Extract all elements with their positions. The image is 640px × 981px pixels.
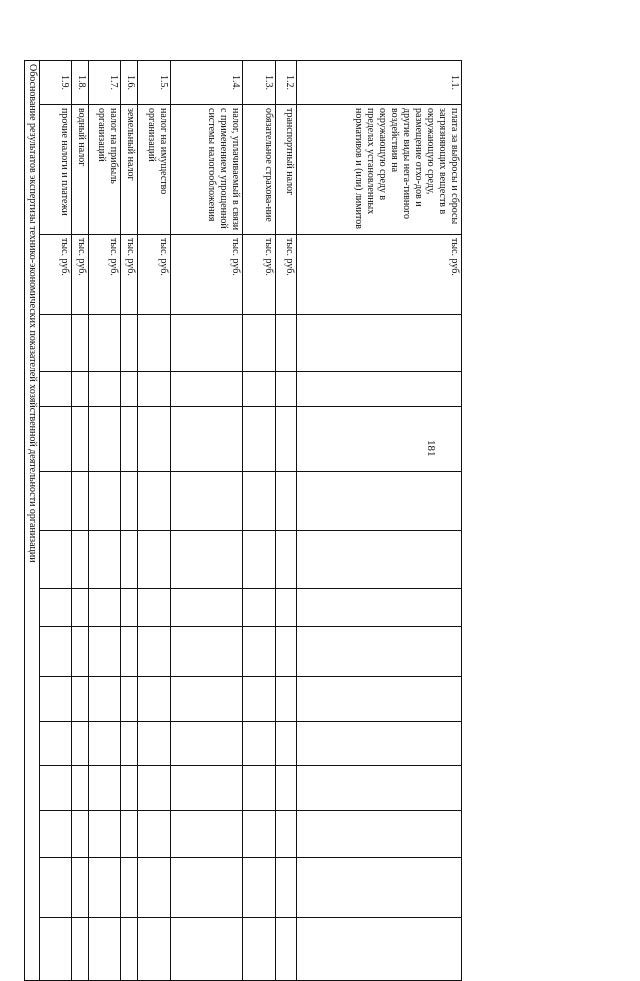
empty-value-cell: [40, 407, 72, 472]
empty-value-cell: [72, 627, 89, 677]
row-unit: тыс. руб.: [121, 235, 138, 315]
empty-value-cell: [297, 722, 462, 766]
row-number: 1.6.: [121, 61, 138, 105]
row-unit: тыс. руб.: [40, 235, 72, 315]
empty-value-cell: [89, 918, 121, 981]
empty-value-cell: [121, 407, 138, 472]
row-name: земельный налог: [121, 105, 138, 235]
empty-value-cell: [72, 722, 89, 766]
empty-value-cell: [171, 531, 243, 589]
empty-value-cell: [276, 722, 297, 766]
empty-value-cell: [72, 472, 89, 531]
empty-value-cell: [121, 918, 138, 981]
empty-value-cell: [243, 766, 276, 811]
empty-value-cell: [276, 766, 297, 811]
empty-value-cell: [72, 858, 89, 918]
empty-value-cell: [138, 627, 171, 677]
empty-value-cell: [243, 722, 276, 766]
empty-value-cell: [138, 811, 171, 858]
empty-value-cell: [297, 472, 462, 531]
empty-value-cell: [243, 677, 276, 722]
empty-value-cell: [121, 472, 138, 531]
empty-value-cell: [276, 677, 297, 722]
table-row: [297, 61, 462, 981]
empty-value-cell: [40, 722, 72, 766]
row-name: обязательное страхова-ние: [243, 105, 276, 235]
empty-value-cell: [40, 811, 72, 858]
empty-value-cell: [72, 531, 89, 589]
empty-value-cell: [138, 472, 171, 531]
empty-value-cell: [121, 722, 138, 766]
table-footer-text: Обоснование результатов экспертизы технико-экономических показателей хозяйственной деятельности организации: [25, 61, 40, 981]
empty-value-cell: [40, 372, 72, 407]
empty-value-cell: [89, 722, 121, 766]
tax-payments-table: [24, 60, 462, 981]
empty-value-cell: [138, 372, 171, 407]
empty-value-cell: [276, 472, 297, 531]
empty-value-cell: [40, 627, 72, 677]
empty-value-cell: [171, 372, 243, 407]
row-name: транспортный налог: [276, 105, 297, 235]
empty-value-cell: [40, 531, 72, 589]
empty-value-cell: [89, 531, 121, 589]
empty-value-cell: [276, 407, 297, 472]
empty-value-cell: [276, 589, 297, 627]
empty-value-cell: [40, 472, 72, 531]
row-name: налог, уплачиваемый в связи с применением упрощенной системы налогообложения: [171, 105, 243, 235]
empty-value-cell: [121, 677, 138, 722]
empty-value-cell: [297, 677, 462, 722]
empty-value-cell: [171, 589, 243, 627]
empty-value-cell: [89, 811, 121, 858]
empty-value-cell: [276, 627, 297, 677]
row-unit: тыс. руб.: [297, 235, 462, 315]
empty-value-cell: [72, 372, 89, 407]
empty-value-cell: [171, 315, 243, 372]
empty-value-cell: [171, 918, 243, 981]
empty-value-cell: [89, 407, 121, 472]
empty-value-cell: [40, 858, 72, 918]
empty-value-cell: [138, 918, 171, 981]
empty-value-cell: [40, 918, 72, 981]
table-row: [72, 61, 89, 981]
empty-value-cell: [72, 918, 89, 981]
row-number: 1.1.: [297, 61, 462, 105]
empty-value-cell: [72, 811, 89, 858]
row-unit: тыс. руб.: [171, 235, 243, 315]
empty-value-cell: [243, 627, 276, 677]
table-footer-row: [25, 61, 40, 981]
empty-value-cell: [297, 531, 462, 589]
empty-value-cell: [89, 858, 121, 918]
empty-value-cell: [89, 315, 121, 372]
row-name: налог на имущество организаций: [138, 105, 171, 235]
row-unit: тыс. руб.: [243, 235, 276, 315]
empty-value-cell: [40, 589, 72, 627]
empty-value-cell: [171, 472, 243, 531]
empty-value-cell: [121, 627, 138, 677]
empty-value-cell: [276, 531, 297, 589]
row-number: 1.2.: [276, 61, 297, 105]
empty-value-cell: [121, 858, 138, 918]
empty-value-cell: [138, 722, 171, 766]
empty-value-cell: [138, 766, 171, 811]
empty-value-cell: [297, 589, 462, 627]
empty-value-cell: [276, 372, 297, 407]
row-number: 1.7.: [89, 61, 121, 105]
empty-value-cell: [243, 315, 276, 372]
row-unit: тыс. руб.: [138, 235, 171, 315]
empty-value-cell: [297, 811, 462, 858]
empty-value-cell: [276, 858, 297, 918]
empty-value-cell: [138, 858, 171, 918]
empty-value-cell: [171, 627, 243, 677]
empty-value-cell: [297, 627, 462, 677]
empty-value-cell: [297, 766, 462, 811]
empty-value-cell: [40, 766, 72, 811]
row-number: 1.4.: [171, 61, 243, 105]
empty-value-cell: [297, 858, 462, 918]
row-name: водный налог: [72, 105, 89, 235]
empty-value-cell: [171, 766, 243, 811]
empty-value-cell: [276, 315, 297, 372]
empty-value-cell: [121, 589, 138, 627]
empty-value-cell: [297, 372, 462, 407]
table-row: [40, 61, 72, 981]
empty-value-cell: [138, 531, 171, 589]
row-number: 1.9.: [40, 61, 72, 105]
table-row: [121, 61, 138, 981]
empty-value-cell: [297, 918, 462, 981]
empty-value-cell: [171, 858, 243, 918]
table-row: [171, 61, 243, 981]
empty-value-cell: [40, 677, 72, 722]
empty-value-cell: [121, 372, 138, 407]
empty-value-cell: [89, 372, 121, 407]
table-row: [276, 61, 297, 981]
empty-value-cell: [171, 407, 243, 472]
empty-value-cell: [121, 766, 138, 811]
empty-value-cell: [171, 722, 243, 766]
row-name: прочие налоги и платежи: [40, 105, 72, 235]
empty-value-cell: [138, 589, 171, 627]
empty-value-cell: [243, 531, 276, 589]
empty-value-cell: [89, 766, 121, 811]
row-number: 1.8.: [72, 61, 89, 105]
table-row: [89, 61, 121, 981]
row-unit: тыс. руб.: [276, 235, 297, 315]
empty-value-cell: [171, 677, 243, 722]
empty-value-cell: [72, 677, 89, 722]
empty-value-cell: [297, 315, 462, 372]
empty-value-cell: [72, 407, 89, 472]
empty-value-cell: [276, 811, 297, 858]
page-number: 181: [425, 440, 437, 457]
row-number: 1.5.: [138, 61, 171, 105]
empty-value-cell: [40, 315, 72, 372]
empty-value-cell: [72, 315, 89, 372]
table-row: [138, 61, 171, 981]
empty-value-cell: [138, 677, 171, 722]
empty-value-cell: [72, 589, 89, 627]
empty-value-cell: [121, 531, 138, 589]
empty-value-cell: [121, 811, 138, 858]
empty-value-cell: [171, 811, 243, 858]
empty-value-cell: [243, 918, 276, 981]
empty-value-cell: [243, 589, 276, 627]
empty-value-cell: [243, 407, 276, 472]
empty-value-cell: [89, 472, 121, 531]
empty-value-cell: [121, 315, 138, 372]
table-row: [243, 61, 276, 981]
empty-value-cell: [89, 589, 121, 627]
empty-value-cell: [89, 677, 121, 722]
empty-value-cell: [138, 315, 171, 372]
row-number: 1.3.: [243, 61, 276, 105]
empty-value-cell: [243, 372, 276, 407]
empty-value-cell: [72, 766, 89, 811]
row-name: налог на прибыль организаций: [89, 105, 121, 235]
empty-value-cell: [243, 472, 276, 531]
empty-value-cell: [89, 627, 121, 677]
empty-value-cell: [276, 918, 297, 981]
row-unit: тыс. руб.: [72, 235, 89, 315]
row-unit: тыс. руб.: [89, 235, 121, 315]
empty-value-cell: [297, 407, 462, 472]
empty-value-cell: [243, 811, 276, 858]
empty-value-cell: [243, 858, 276, 918]
row-name: плата за выбросы и сбросы загрязняющих веществ в окружающую среду, размещение отхо-дов и другие виды нега-тивного воздействия на окружающую среду в пределах установленных нормативов и (или) лимитов: [297, 105, 462, 235]
empty-value-cell: [138, 407, 171, 472]
rotated-table-container: [27, 60, 462, 880]
